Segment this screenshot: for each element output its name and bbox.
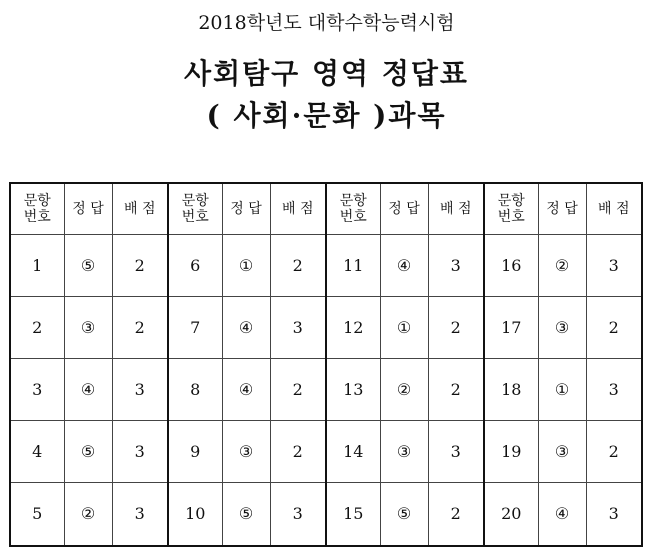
correct-answer: ⑤	[64, 235, 112, 297]
header-row	[10, 183, 642, 235]
correct-answer: ④	[380, 235, 428, 297]
header-number-line1: 문항	[23, 193, 51, 209]
question-points: 3	[428, 235, 484, 297]
correct-answer: ③	[538, 296, 586, 358]
question-number: 16	[484, 235, 538, 297]
correct-answer: ②	[380, 358, 428, 420]
correct-answer: ①	[222, 235, 270, 297]
correct-answer: ①	[380, 296, 428, 358]
question-number: 20	[484, 482, 538, 546]
header-number	[168, 183, 222, 235]
header-number-line2: 번호	[497, 209, 525, 225]
header-number-line2: 번호	[181, 209, 209, 225]
correct-answer: ④	[222, 358, 270, 420]
question-number: 7	[168, 296, 222, 358]
question-number: 14	[326, 420, 380, 482]
question-number: 17	[484, 296, 538, 358]
header-number-line2: 번호	[339, 209, 367, 225]
question-points: 2	[270, 420, 326, 482]
question-points: 2	[428, 296, 484, 358]
question-points: 2	[586, 296, 642, 358]
correct-answer: ⑤	[64, 420, 112, 482]
table-row	[10, 482, 642, 546]
correct-answer: ①	[538, 358, 586, 420]
table-row	[10, 235, 642, 297]
correct-answer: ②	[538, 235, 586, 297]
header-number-line1: 문항	[497, 193, 525, 209]
correct-answer: ④	[64, 358, 112, 420]
header-points: 배 점	[428, 183, 484, 235]
question-points: 3	[112, 420, 168, 482]
header-points: 배 점	[270, 183, 326, 235]
question-points: 3	[112, 358, 168, 420]
header-answer: 정 답	[64, 183, 112, 235]
question-points: 3	[586, 482, 642, 546]
question-number: 1	[10, 235, 64, 297]
header-number-line1: 문항	[181, 193, 209, 209]
question-points: 3	[270, 482, 326, 546]
correct-answer: ④	[538, 482, 586, 546]
question-number: 2	[10, 296, 64, 358]
question-number: 5	[10, 482, 64, 546]
header-points: 배 점	[112, 183, 168, 235]
question-points: 3	[270, 296, 326, 358]
question-points: 2	[428, 482, 484, 546]
question-number: 15	[326, 482, 380, 546]
question-points: 3	[586, 235, 642, 297]
question-points: 3	[112, 482, 168, 546]
header-number	[10, 183, 64, 235]
question-number: 10	[168, 482, 222, 546]
header-number	[326, 183, 380, 235]
correct-answer: ③	[64, 296, 112, 358]
correct-answer: ⑤	[222, 482, 270, 546]
correct-answer: ④	[222, 296, 270, 358]
question-number: 11	[326, 235, 380, 297]
table-row	[10, 358, 642, 420]
subject-title: ( 사회·문화 )과목	[206, 99, 447, 132]
exam-title: 2018학년도 대학수학능력시험	[198, 12, 455, 34]
correct-answer: ③	[222, 420, 270, 482]
question-number: 8	[168, 358, 222, 420]
sheet-title: 사회탐구 영역 정답표	[184, 57, 469, 90]
question-number: 18	[484, 358, 538, 420]
question-number: 9	[168, 420, 222, 482]
question-points: 2	[428, 358, 484, 420]
header-answer: 정 답	[538, 183, 586, 235]
question-points: 2	[586, 420, 642, 482]
question-number: 3	[10, 358, 64, 420]
question-points: 3	[428, 420, 484, 482]
header-answer: 정 답	[222, 183, 270, 235]
header-number	[484, 183, 538, 235]
question-points: 3	[586, 358, 642, 420]
correct-answer: ③	[380, 420, 428, 482]
question-number: 19	[484, 420, 538, 482]
question-number: 4	[10, 420, 64, 482]
question-number: 13	[326, 358, 380, 420]
question-points: 2	[270, 235, 326, 297]
answer-table	[9, 182, 643, 547]
correct-answer: ②	[64, 482, 112, 546]
answer-body	[10, 235, 642, 547]
table-row	[10, 296, 642, 358]
table-row	[10, 420, 642, 482]
header-number-line2: 번호	[23, 209, 51, 225]
header-points: 배 점	[586, 183, 642, 235]
question-points: 2	[270, 358, 326, 420]
correct-answer: ⑤	[380, 482, 428, 546]
correct-answer: ③	[538, 420, 586, 482]
question-number: 12	[326, 296, 380, 358]
question-points: 2	[112, 296, 168, 358]
header-answer: 정 답	[380, 183, 428, 235]
question-points: 2	[112, 235, 168, 297]
question-number: 6	[168, 235, 222, 297]
header-number-line1: 문항	[339, 193, 367, 209]
